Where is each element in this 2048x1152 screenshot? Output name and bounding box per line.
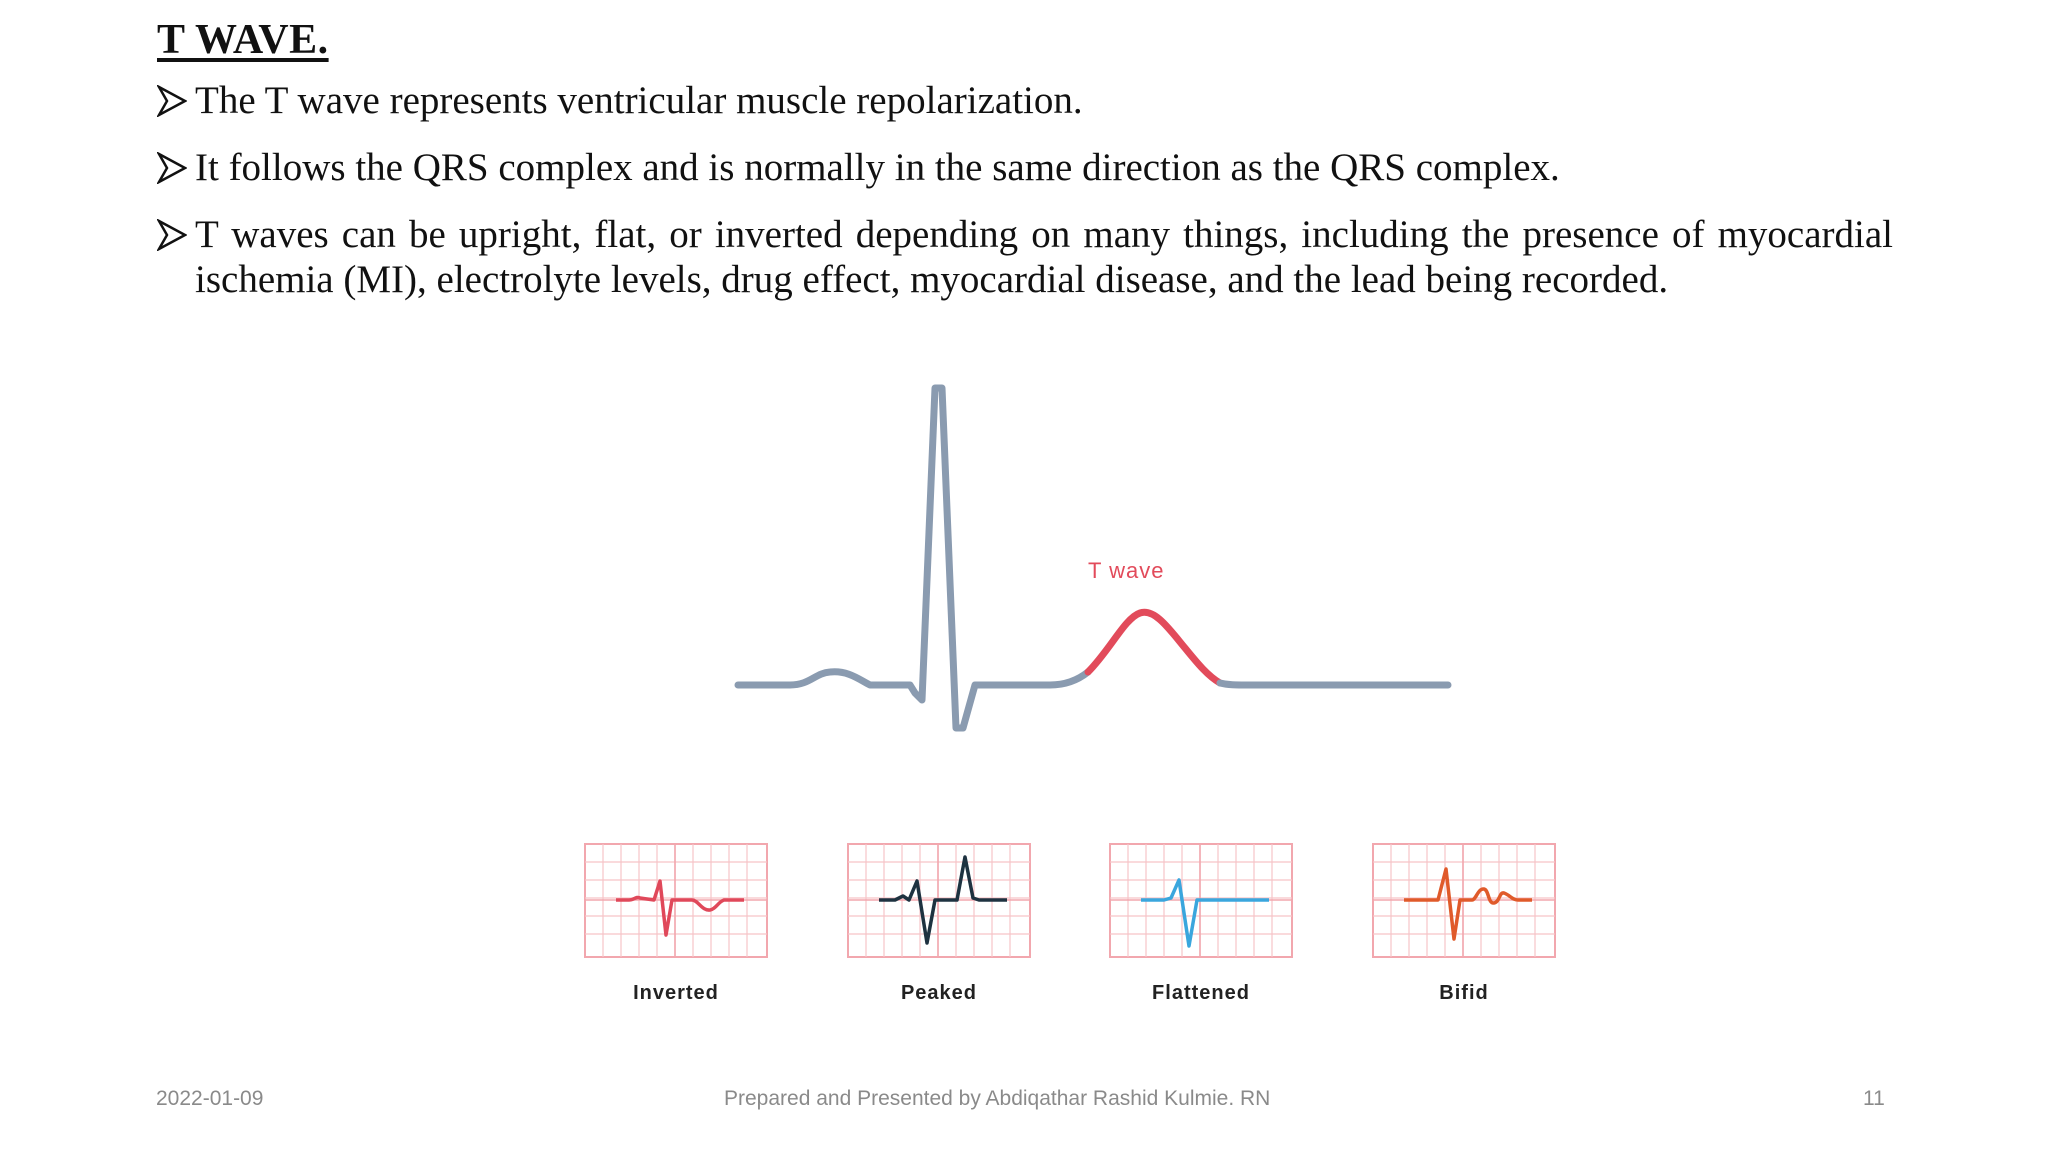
variant-peaked (847, 843, 1031, 1005)
footer-date: 2022-01-09 (156, 1087, 264, 1110)
slide-title: T WAVE. (157, 17, 329, 63)
variant-bifid (1372, 843, 1556, 1005)
variant-inverted (584, 843, 768, 1005)
t-wave-trace (1088, 612, 1220, 683)
bullet-text: The T wave represents ventricular muscle repolarization. (195, 79, 1083, 122)
bullet-text: It follows the QRS complex and is normally in the same direction as the QRS complex. (195, 146, 1560, 189)
ecg-main-trace (738, 388, 1088, 728)
bullet-item (157, 78, 1893, 123)
bifid-ecg-strip (1372, 843, 1556, 958)
footer-presenter: Prepared and Presented by Abdiqathar Rashid Kulmie. RN (724, 1087, 1271, 1110)
variant-label: Peaked (900, 982, 978, 1004)
arrow-bullet-icon (157, 85, 187, 117)
bullet-item (157, 212, 1893, 302)
ecg-baseline-trace (1220, 683, 1448, 685)
footer-page-number: 11 (1863, 1087, 1885, 1110)
variant-label: Inverted (633, 982, 719, 1004)
bullet-text: T waves can be upright, flat, or inverted depending on many things, including the presence of myocardial ischemia (MI), electrolyte levels, drug effect, myocardial disease, and the lead being recorded. (195, 213, 1893, 301)
t-wave-label: T wave (1088, 558, 1165, 583)
inverted-ecg-strip (584, 843, 768, 958)
variant-flattened (1109, 843, 1293, 1005)
flattened-ecg-strip (1109, 843, 1293, 958)
peaked-ecg-strip (847, 843, 1031, 958)
bullet-item (157, 145, 1893, 190)
variant-label: Flattened (1152, 982, 1250, 1004)
bullet-list (157, 78, 1893, 324)
arrow-bullet-icon (157, 219, 187, 251)
arrow-bullet-icon (157, 152, 187, 184)
t-wave-variants (584, 843, 1558, 1003)
variant-label: Bifid (1439, 982, 1489, 1004)
